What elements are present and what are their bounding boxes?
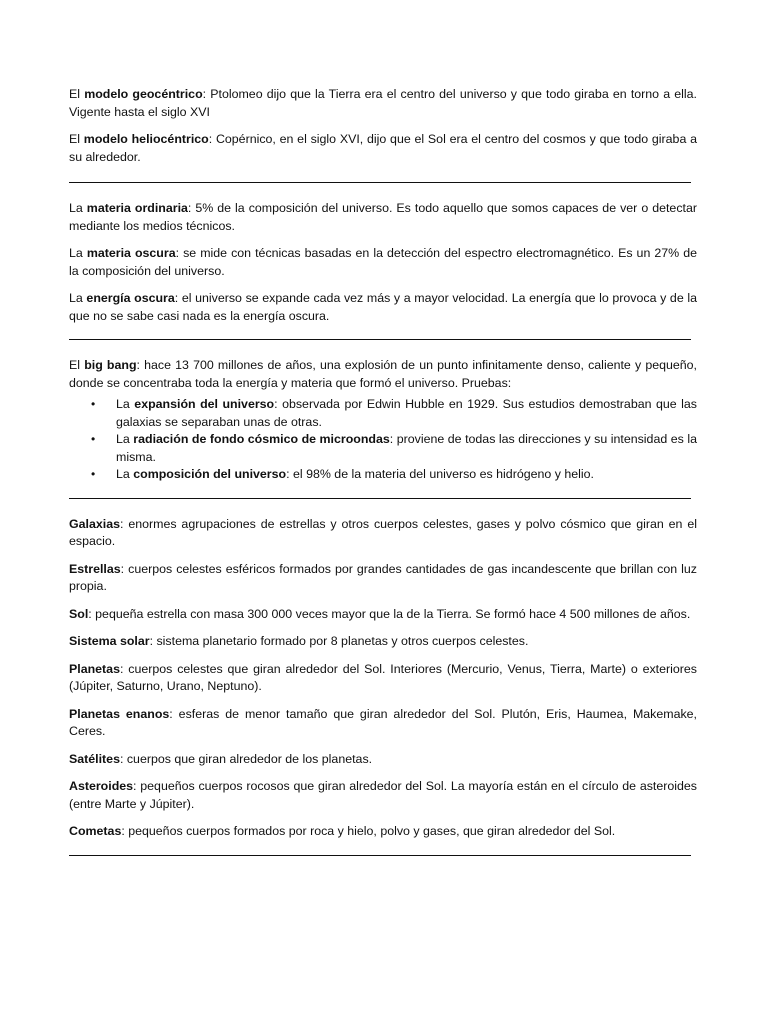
list-item — [69, 466, 697, 484]
definition-text: : hace 13 700 millones de años, una explosión de un punto infinitamente denso, caliente y pequeño, donde se concentraba toda la energía y materia que formó el universo. Pruebas: — [69, 358, 697, 390]
term-dark-matter: materia oscura — [86, 246, 176, 260]
paragraph-solar-system — [69, 633, 697, 651]
definition-text: : Ptolomeo dijo que la Tierra era el centro del universo y que todo giraba en torno a ella. Vigente hasta el siglo XVI — [69, 87, 697, 119]
term-ordinary-matter: materia ordinaria — [86, 201, 188, 215]
paragraph-sun — [69, 606, 697, 624]
definition-text: : pequeños cuerpos rocosos que giran alrededor del Sol. La mayoría están en el círculo de asteroides (entre Marte y Júpiter). — [69, 779, 697, 811]
paragraph-big-bang — [69, 357, 697, 392]
term-planets: Planetas — [69, 661, 120, 676]
paragraph-dark-energy — [69, 290, 697, 325]
definition-text: : el 98% de la materia del universo es hidrógeno y helio. — [286, 467, 594, 481]
definition-text: : cuerpos celestes que giran alrededor del Sol. Interiores (Mercurio, Venus, Tierra, Marte) o exteriores (Júpiter, Saturno, Urano, Neptuno). — [69, 661, 697, 693]
term-dwarf-planets: Planetas enanos — [69, 706, 170, 721]
definition-text: : Copérnico, en el siglo XVI, dijo que el Sol era el centro del cosmos y que todo giraba a su alrededor. — [69, 132, 697, 164]
bullet-icon: • — [91, 467, 96, 481]
proofs-list — [69, 396, 697, 484]
paragraph-dwarf-planets — [69, 706, 697, 741]
term-dark-energy: energía oscura — [86, 291, 175, 305]
term-comets: Cometas — [69, 824, 122, 838]
term-satellites: Satélites — [69, 751, 120, 766]
definition-text: : pequeña estrella con masa 300 000 veces mayor que la de la Tierra. Se formó hace 4 500 millones de años. — [88, 606, 691, 621]
list-item — [69, 431, 697, 466]
term-expansion: expansión del universo — [134, 397, 275, 411]
term-composition: composición del universo — [133, 467, 287, 481]
paragraph-prefix: La — [116, 397, 135, 411]
section-celestial-bodies — [69, 516, 697, 841]
paragraph-prefix: El — [69, 132, 84, 146]
document-page — [69, 86, 697, 873]
term-geocentric-model: modelo geocéntrico — [84, 87, 203, 101]
definition-text: : pequeños cuerpos formados por roca y hielo, polvo y gases, que giran alrededor del Sol. — [121, 824, 616, 838]
definition-text: : observada por Edwin Hubble en 1929. Sus estudios demostraban que las galaxias se separaban unas de otras. — [116, 397, 697, 429]
paragraph-stars — [69, 561, 697, 596]
section-composition — [69, 200, 697, 325]
section-models — [69, 86, 697, 166]
paragraph-ordinary-matter — [69, 200, 697, 235]
paragraph-heliocentric-model — [69, 131, 697, 166]
paragraph-prefix: La — [69, 246, 87, 260]
paragraph-geocentric-model — [69, 86, 697, 121]
term-heliocentric-model: modelo heliocéntrico — [83, 132, 209, 146]
paragraph-prefix: El — [69, 87, 85, 101]
paragraph-dark-matter — [69, 245, 697, 280]
list-item — [69, 396, 697, 431]
definition-text: : 5% de la composición del universo. Es todo aquello que somos capaces de ver o detectar mediante los medios técnicos. — [69, 201, 697, 233]
term-stars: Estrellas — [69, 561, 121, 576]
paragraph-comets — [69, 823, 697, 841]
section-big-bang — [69, 357, 697, 484]
bullet-icon: • — [91, 432, 96, 446]
paragraph-prefix: La — [116, 432, 134, 446]
term-solar-system: Sistema solar — [69, 634, 150, 648]
section-divider — [69, 855, 691, 856]
definition-text: : se mide con técnicas basadas en la detección del espectro electromagnético. Es un 27% de la composición del universo. — [69, 246, 698, 278]
definition-text: : el universo se expande cada vez más y a mayor velocidad. La energía que lo provoca y de la que no se sabe casi nada es la energía oscura. — [69, 291, 697, 323]
paragraph-prefix: La — [69, 201, 87, 215]
section-divider — [69, 339, 691, 340]
paragraph-galaxies — [69, 516, 697, 551]
definition-text: : sistema planetario formado por 8 planetas y otros cuerpos celestes. — [149, 634, 529, 648]
section-divider — [69, 182, 691, 183]
paragraph-prefix: El — [69, 358, 85, 372]
term-galaxies: Galaxias — [69, 516, 120, 531]
term-asteroids: Asteroides — [69, 779, 134, 793]
paragraph-asteroids — [69, 778, 697, 813]
definition-text: : cuerpos que giran alrededor de los planetas. — [119, 751, 373, 766]
bullet-icon: • — [91, 397, 96, 411]
paragraph-prefix: La — [116, 467, 134, 481]
definition-text: : cuerpos celestes esféricos formados por grandes cantidades de gas incandescente que brillan con luz propia. — [69, 561, 697, 593]
definition-text: : esferas de menor tamaño que giran alrededor del Sol. Plutón, Eris, Haumea, Makemake, Ceres. — [69, 706, 697, 738]
section-divider — [69, 498, 691, 499]
paragraph-planets — [69, 661, 697, 696]
term-cmb-radiation: radiación de fondo cósmico de microondas — [133, 432, 390, 446]
paragraph-prefix: La — [69, 291, 87, 305]
definition-text: : enormes agrupaciones de estrellas y otros cuerpos celestes, gases y polvo cósmico que giran en el espacio. — [69, 516, 697, 548]
definition-text: : proviene de todas las direcciones y su intensidad es la misma. — [116, 432, 697, 464]
term-big-bang: big bang — [84, 358, 137, 372]
term-sun: Sol — [69, 606, 89, 621]
paragraph-satellites — [69, 751, 697, 769]
